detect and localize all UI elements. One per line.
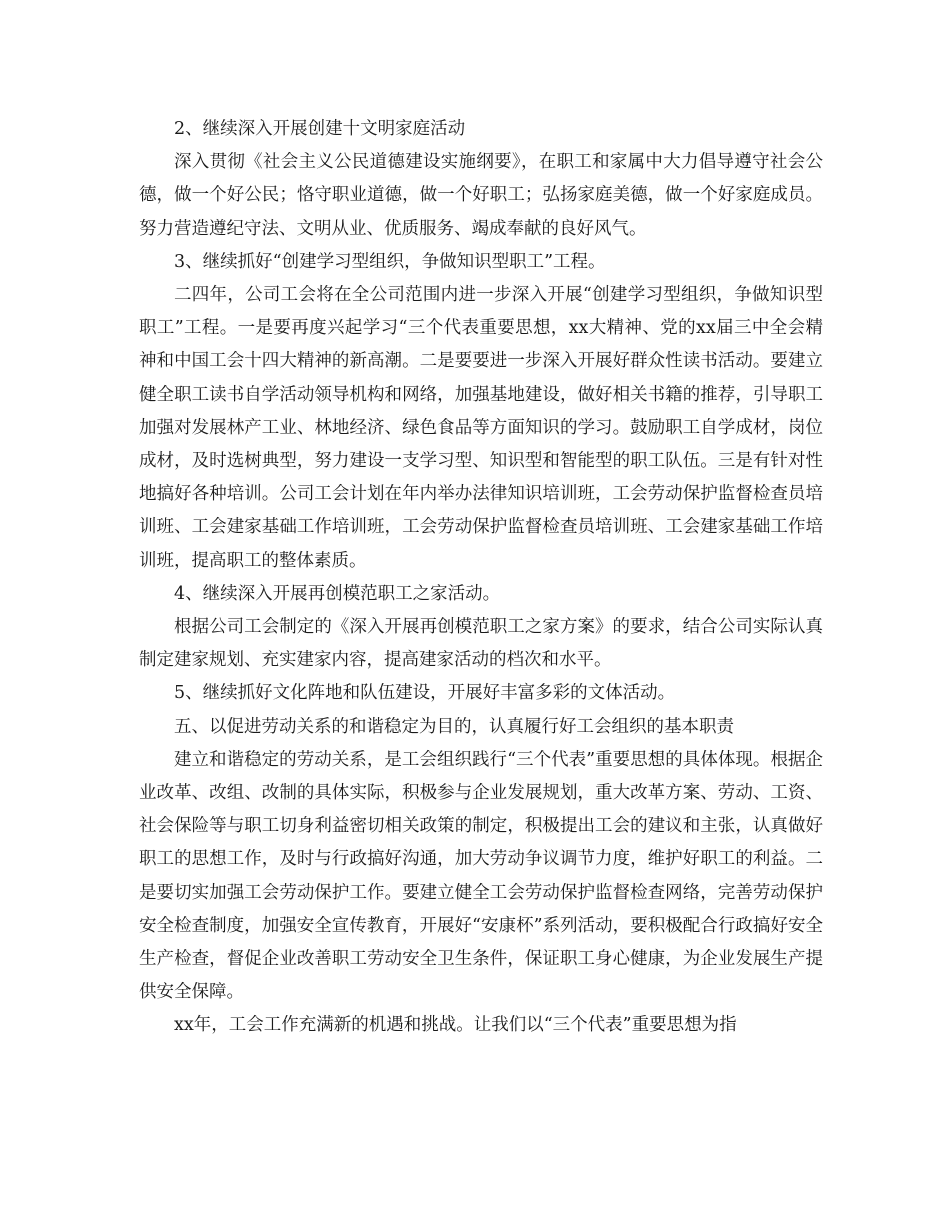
document-body: [139, 113, 823, 1043]
section-heading-learning-organization: 3、继续抓好“创建学习型组织，争做知识型职工”工程。: [174, 251, 606, 272]
section-heading-labor-relations: 五、以促进劳动关系的和谐稳定为目的，认真履行好工会组织的基本职责: [174, 716, 734, 737]
body-paragraph-learning-organization: 二四年，公司工会将在全公司范围内进一步深入开展“创建学习型组织，争做知识型职工”工程。一是要再度兴起学习“三个代表重要思想，xx大精神、党的xx届三中全会精神和中国工会十四大精神的新高潮。二是要要进一步深入开展好群众性读书活动。要建立健全职工读书自学活动领导机构和网络，加强基地建设，做好相关书籍的推荐，引导职工加强对发展林产工业、林地经济、绿色食品等方面知识的学习。鼓励职工自学成材，岗位成材，及时选树典型，努力建设一支学习型、知识型和智能型的职工队伍。三是有针对性地搞好各种培训。公司工会计划在年内举办法律知识培训班，工会劳动保护监督检查员培训班、工会建家基础工作培训班，工会劳动保护监督检查员培训班、工会建家基础工作培训班，提高职工的整体素质。: [139, 285, 823, 571]
section-heading-model-workers-home: 4、继续深入开展再创模范职工之家活动。: [174, 583, 501, 604]
section-heading-ten-civilized-families: 2、继续深入开展创建十文明家庭活动: [174, 119, 466, 139]
section-heading-culture-activities: 5、继续抓好文化阵地和队伍建设，开展好丰富多彩的文体活动。: [174, 683, 676, 704]
body-paragraph-labor-relations: 建立和谐稳定的劳动关系，是工会组织践行“三个代表”重要思想的具体体现。根据企业改革、改组、改制的具体实际，积极参与企业发展规划，重大改革方案、劳动、工资、社会保险等与职工切身利益密切相关政策的制定，积极提出工会的建议和主张，认真做好职工的思想工作，及时与行政搞好沟通，加大劳动争议调节力度，维护好职工的利益。二是要切实加强工会劳动保护工作。要建立健全工会劳动保护监督检查网络，完善劳动保护安全检查制度，加强安全宣传教育，开展好“安康杯”系列活动，要积极配合行政搞好安全生产检查，督促企业改善职工劳动安全卫生条件，保证职工身心健康，为企业发展生产提供安全保障。: [139, 749, 823, 1003]
body-paragraph-model-workers-home: 根据公司工会制定的《深入开展再创模范职工之家方案》的要求，结合公司实际认真制定建家规划、充实建家内容，提高建家活动的档次和水平。: [139, 617, 823, 671]
body-paragraph-closing: xx年，工会工作充满新的机遇和挑战。让我们以“三个代表”重要思想为指: [174, 1015, 737, 1036]
body-paragraph-moral-construction: 深入贯彻《社会主义公民道德建设实施纲要》，在职工和家属中大力倡导遵守社会公德，做一个好公民；恪守职业道德，做一个好职工；弘扬家庭美德，做一个好家庭成员。努力营造遵纪守法、文明从业、优质服务、竭成奉献的良好风气。: [139, 152, 823, 239]
